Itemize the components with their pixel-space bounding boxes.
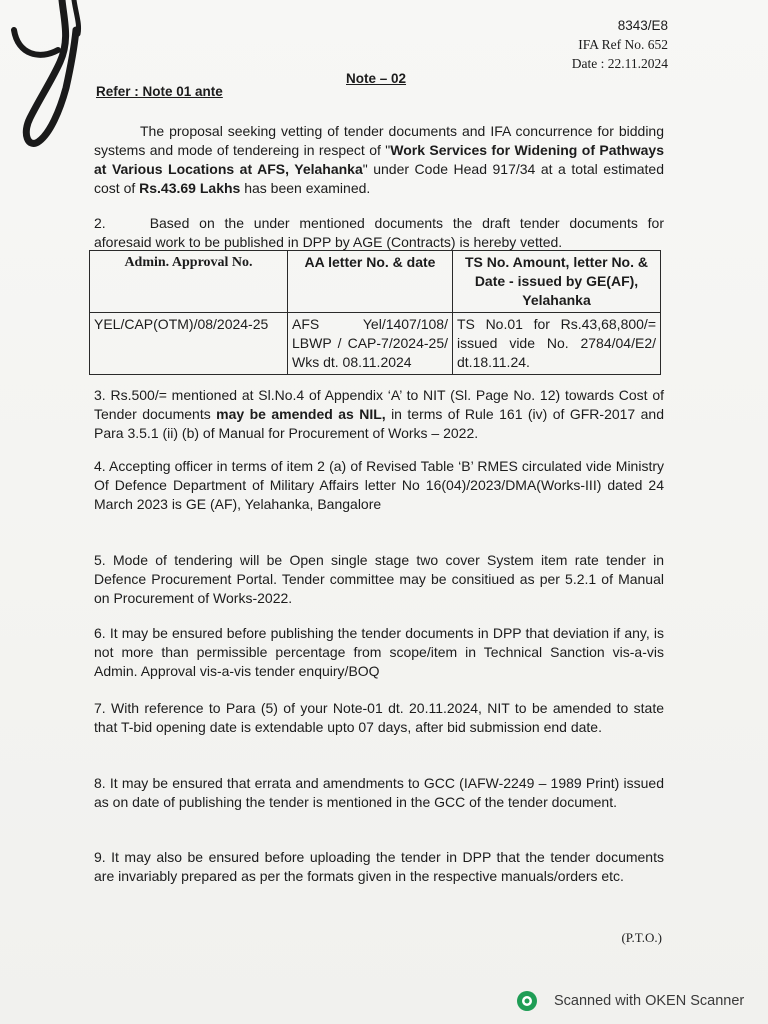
table-header-row [90, 251, 661, 313]
estimated-cost: Rs.43.69 Lakhs [139, 180, 241, 196]
para1-text-c: has been examined. [240, 180, 371, 196]
paragraph-9: 9. It may also be ensured before uploading the tender in DPP that the tender documents are invariably prepared as per the formats given in the respective manuals/orders etc. [94, 849, 664, 884]
paragraph-4: 4. Accepting officer in terms of item 2 (a) of Revised Table ‘B’ RMES circulated vide Ministry Of Defence Department of Military Affairs letter No 16(04)/2023/DMA(Works-III) dated 24 March 2023 is GE (AF), Yelahanka, Bangalore [94, 458, 664, 512]
paragraph-5: 5. Mode of tendering will be Open single stage two cover System item rate tender in Defence Procurement Portal. Tender committee may be consitiued as per 5.2.1 of Manual on Procurement of Works-2022. [94, 552, 664, 606]
pto-marker: (P.T.O.) [621, 930, 662, 945]
table-header-cell: AA letter No. & date [288, 251, 453, 313]
file-number: 8343/E8 [617, 18, 668, 33]
paragraph-3 [94, 386, 664, 443]
paragraph-1 [94, 122, 664, 198]
para1-text-b: " under Code Head 917/34 at a total estimated cost of [94, 161, 664, 196]
approval-table [89, 250, 661, 375]
table-header-cell: Admin. Approval No. [90, 251, 288, 313]
note-title: Note – 02 [346, 71, 407, 86]
para3-bold: may be amended as NIL, [216, 406, 386, 422]
paragraph-7: 7. With reference to Para (5) of your Note-01 dt. 20.11.2024, NIT to be amended to state that T-bid opening date is extendable upto 07 days, after bid submission end date. [94, 700, 664, 735]
ifa-ref-number: IFA Ref No. 652 [578, 37, 668, 52]
document-date: Date : 22.11.2024 [571, 56, 668, 71]
scanner-watermark [516, 990, 744, 1012]
paragraph-6: 6. It may be ensured before publishing the tender documents in DPP that deviation if any, is not more than permissible percentage from scope/item in Technical Sanction vis-a-vis Admin. Approval vis-a-vis tender enquiry/BOQ [94, 625, 664, 679]
para3-text-b: in terms of Rule 161 (iv) of GFR-2017 and Para 3.5.1 (ii) (b) of Manual for Procurement of Works – 2022. [94, 406, 664, 441]
table-row [90, 313, 661, 375]
para1-text-a: The proposal seeking vetting of tender documents and IFA concurrence for bidding systems and mode of tendereing in respect of " [94, 123, 664, 158]
para3-text-a: 3. Rs.500/= mentioned at Sl.No.4 of Appendix ‘A’ to NIT (Sl. Page No. 12) towards Cost of Tender documents [94, 387, 664, 422]
paragraph-8: 8. It may be ensured that errata and amendments to GCC (IAFW-2249 – 1989 Print) issued as on date of publishing the tender is mentioned in the GCC of the tender document. [94, 775, 664, 810]
table-cell: YEL/CAP(OTM)/08/2024-25 [90, 313, 288, 375]
paragraph-2 [94, 214, 664, 252]
para2-number: 2. [94, 215, 106, 231]
scanner-logo-icon [516, 990, 538, 1012]
refer-line: Refer : Note 01 ante [96, 84, 223, 99]
work-title: Work Services for Widening of Pathways at Various Locations at AFS, Yelahanka [94, 142, 664, 177]
table-cell: TS No.01 for Rs.43,68,800/= issued vide No. 2784/04/E2/ dt.18.11.24. [453, 313, 661, 375]
table-header-cell: TS No. Amount, letter No. & Date - issued by GE(AF), Yelahanka [453, 251, 661, 313]
reference-block [572, 16, 668, 73]
scanner-text: Scanned with OKEN Scanner [554, 993, 745, 1009]
para2-text: Based on the under mentioned documents the draft tender documents for aforesaid work to be published in DPP by AGE (Contracts) is hereby vetted. [94, 215, 664, 250]
table-cell: AFS Yel/1407/108/ LBWP / CAP-7/2024-25/ Wks dt. 08.11.2024 [288, 313, 453, 375]
